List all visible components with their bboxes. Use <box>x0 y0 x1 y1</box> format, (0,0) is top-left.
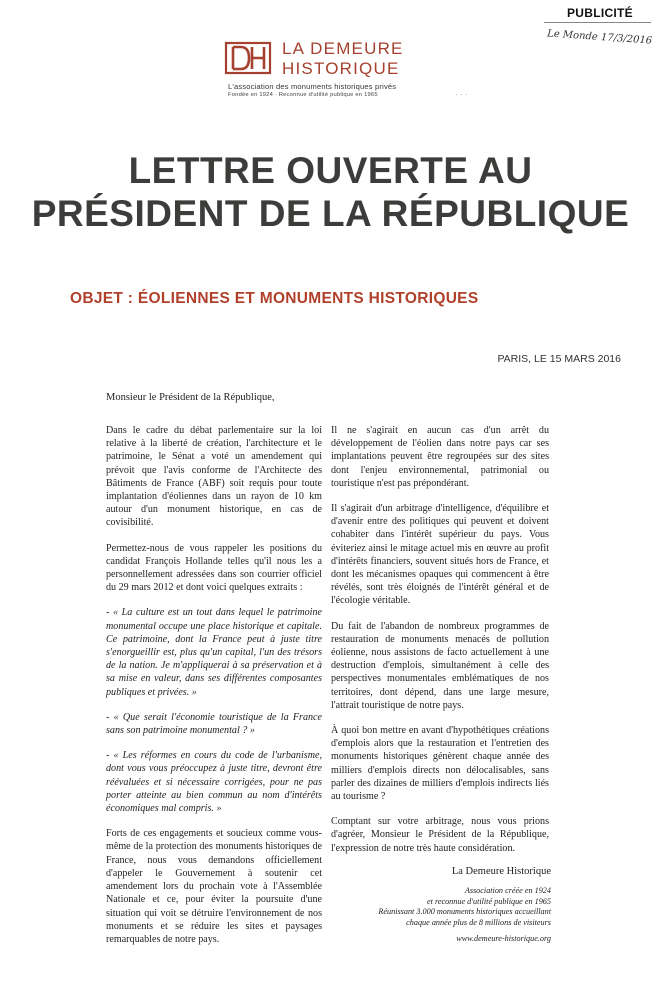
header-rule <box>544 22 651 23</box>
logo-line-1: LA DEMEURE <box>282 39 404 58</box>
letter-title-line-2: PRÉSIDENT DE LA RÉPUBLIQUE <box>31 193 630 234</box>
letter-date: PARIS, LE 15 MARS 2016 <box>497 353 621 365</box>
quote-paragraph: - « Les réformes en cours du code de l'urbanisme, dont vous vous préoccupez à juste titre, devront être réévaluées et si nécessaire corrigées, pour ne pas porter atteinte au bien commun au nom d'intérêts économiques mal compris. » <box>106 750 322 815</box>
website-url: www.demeure-historique.org <box>456 934 551 943</box>
logo-founded: Fondée en 1924 · Reconnue d'utilité publique en 1965 <box>228 92 378 98</box>
paragraph: Dans le cadre du débat parlementaire sur la loi relative à la liberté de création, l'architecture et le patrimoine, le Sénat a voté un amendement qui prévoit que l'avis conforme de l'Architecte des Bâtiments de France (ABF) soit requis pour toute implantation d'éoliennes dans un rayon de 10 km autour d'un monument historique, en cas de covisibilité. <box>106 425 322 529</box>
paragraph: Comptant sur votre arbitrage, nous vous prions d'agréer, Monsieur le Président de la République, l'expression de notre très haute considération. <box>331 816 549 854</box>
signature-info <box>251 886 551 928</box>
quote-paragraph: - « La culture est un tout dans lequel le patrimoine monumental occupe une place historique et capitale. Ce patrimoine, dont la France peut à juste titre s'enorgueillir est, plus qu'un capital, l'un des trésors de la nation. Je m'appliquerai à sa préservation et à sa mise en valeur, dans ses différentes composantes publiques et privées. » <box>106 607 322 698</box>
publicite-label: PUBLICITÉ <box>566 6 633 20</box>
handwritten-note: Le Monde 17/3/2016 <box>546 28 653 47</box>
dh-monogram-logo <box>224 41 272 75</box>
letter-title-line-1: LETTRE OUVERTE AU <box>128 150 533 191</box>
quote-paragraph: - « Que serait l'économie touristique de la France sans son patrimoine monumental ? » <box>106 711 322 737</box>
paragraph: À quoi bon mettre en avant d'hypothétiques créations d'emplois alors que la restauration et l'entretien des monuments historiques génèrent chaque année des milliers d'emplois directs non délocalisables, sans parler des dizaines de milliers d'emplois indirects liés au tourisme ? <box>331 725 549 803</box>
paragraph: Forts de ces engagements et soucieux comme vous-même de la protection des monuments historiques de France, nous vous demandons officiellement d'appeler le Gouvernement à soutenir cet amendement lors du prochain vote à l'Assemblée Nationale et ce, pour éviter la poursuite d'une situation qui voit se détruire l'environnement de nos monuments et se réduire les sites et paysages remarquables de notre pays. <box>106 828 322 945</box>
letter-subject: OBJET : ÉOLIENNES ET MONUMENTS HISTORIQUES <box>70 290 479 307</box>
salutation: Monsieur le Président de la République, <box>106 392 275 403</box>
logo-tagline: L'association des monuments historiques privés <box>228 82 397 91</box>
signature-info-line: Association créée en 1924 <box>464 886 551 895</box>
scan-marks: · · · <box>455 90 468 99</box>
paragraph: Il ne s'agirait en aucun cas d'un arrêt du développement de l'éolien dans notre pays car ses implantations peuvent être regroupées sur des sites dont l'enjeu environnemental, patrimonial ou touristique n'est pas prépondérant. <box>331 425 549 489</box>
logo-line-2: HISTORIQUE <box>282 59 400 78</box>
signature-info-line: Réunissant 3.000 monuments historiques accueillant <box>378 907 551 916</box>
signature-info-line: et reconnue d'utilité publique en 1965 <box>426 896 551 906</box>
paragraph: Du fait de l'abandon de nombreux programmes de restauration de monuments menacés de pollution éolienne, nous assistons de facto actuellement à une destruction d'emplois, simultanément à celle des perspectives monumentales emblématiques de nos territoires, dont dépend, dans une large mesure, l'attrait touristique de notre pays. <box>331 620 549 711</box>
text-column-right <box>331 424 549 867</box>
paragraph: Permettez-nous de vous rappeler les positions du candidat François Hollande telles qu'il nous les a personnellement adressées dans son courrier officiel du 29 mars 2012 et dont voici quelques extraits : <box>106 542 322 594</box>
text-column-left <box>106 424 322 958</box>
signature-info-line: chaque année plus de 8 millions de visiteurs <box>406 917 551 927</box>
signature-name: La Demeure Historique <box>451 866 551 877</box>
paragraph: Il s'agirait d'un arbitrage d'intelligence, d'équilibre et d'avenir entre des politiques qui peuvent et doivent cohabiter dans l'intérêt supérieur du pays. Vous éviteriez ainsi le mitage actuel mis en œuvre au profit d'intérêts financiers, souvent situés hors de France, et dont les mécanismes opaques qui commencent à être révélés, sont très éloignés de l'intérêt général et de l'écologie véritable. <box>331 503 549 607</box>
